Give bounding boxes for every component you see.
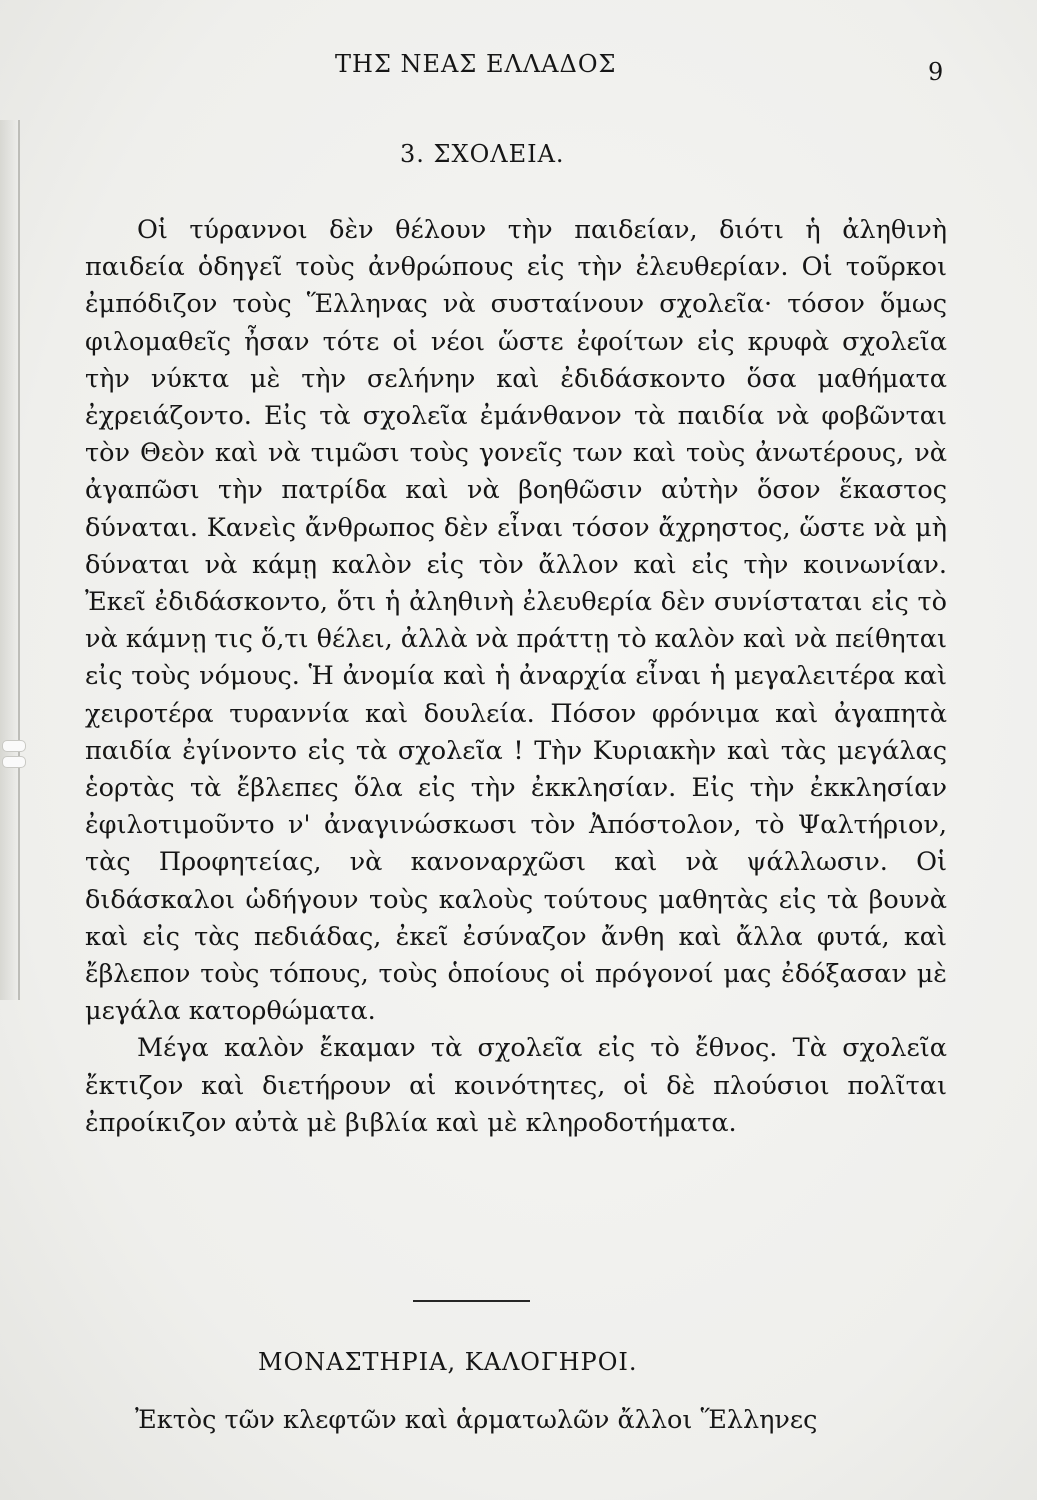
section-body [85,212,947,1142]
next-section-title: ΜΟΝΑΣΤΗΡΙΑ, ΚΑΛΟΓΗΡΟΙ. [258,1348,638,1376]
binding-edge [0,120,20,1000]
section-title: 3. ΣΧΟΛΕΙΑ. [400,140,565,168]
section-divider [413,1300,530,1302]
binding-stitch [2,756,26,768]
running-head: ΤΗΣ ΝΕΑΣ ΕΛΛΑΔΟΣ [335,50,617,78]
paragraph: Οἱ τύραννοι δὲν θέλουν τὴν παιδείαν, διότι ἡ ἀληθινὴ παιδεία ὁδηγεῖ τοὺς ἀνθρώπους εἰς τὴν ἐλευθερίαν. Οἱ τοῦρκοι ἐμπόδιζον τοὺς Ἕλληνας νὰ συσταίνουν σχολεῖα· τόσον ὅμως φιλομαθεῖς ἦσαν τότε οἱ νέοι ὥστε ἐφοίτων εἰς κρυφὰ σχολεῖα τὴν νύκτα μὲ τὴν σελήνην καὶ ἐδιδάσκοντο ὅσα μαθήματα ἐχρειάζοντο. Εἰς τὰ σχολεῖα ἐμάνθανον τὰ παιδία νὰ φοβῶνται τὸν Θεὸν καὶ νὰ τιμῶσι τοὺς γονεῖς των καὶ τοὺς ἀνωτέρους, νὰ ἀγαπῶσι τὴν πατρίδα καὶ νὰ βοηθῶσιν αὐτὴν ὅσον ἕκαστος δύναται. Κανεὶς ἄνθρωπος δὲν εἶναι τόσον ἄχρηστος, ὥστε νὰ μὴ δύναται νὰ κάμῃ καλὸν εἰς τὸν ἄλλον καὶ εἰς τὴν κοινωνίαν. Ἐκεῖ ἐδιδάσκοντο, ὅτι ἡ ἀληθινὴ ἐλευθερία δὲν συνίσταται εἰς τὸ νὰ κάμνῃ τις ὅ,τι θέλει, ἀλλὰ νὰ πράττῃ τὸ καλὸν καὶ νὰ πείθηται εἰς τοὺς νόμους. Ἡ ἀνομία καὶ ἡ ἀναρχία εἶναι ἡ μεγαλειτέρα καὶ χειροτέρα τυραννία καὶ δουλεία. Πόσον φρόνιμα καὶ ἀγαπητὰ παιδία ἐγίνοντο εἰς τὰ σχολεῖα ! Τὴν Κυριακὴν καὶ τὰς μεγάλας ἑορτὰς τὰ ἔβλεπες ὅλα εἰς τὴν ἐκκλησίαν. Εἰς τὴν ἐκκλησίαν ἐφιλοτιμοῦντο ν' ἀναγινώσκωσι τὸν Ἀπόστολον, τὸ Ψαλτήριον, τὰς Προφητείας, νὰ κανοναρχῶσι καὶ νὰ ψάλλωσιν. Οἱ διδάσκαλοι ὡδήγουν τοὺς καλοὺς τούτους μαθητὰς εἰς τὰ βουνὰ καὶ εἰς τὰς πεδιάδας, ἐκεῖ ἐσύναζον ἄνθη καὶ ἄλλα φυτά, καὶ ἔβλεπον τοὺς τόπους, τοὺς ὁποίους οἱ πρόγονοί μας ἐδόξασαν μὲ μεγάλα κατορθώματα. [85,215,947,1027]
page-number: 9 [928,58,944,86]
paragraph: Μέγα καλὸν ἔκαμαν τὰ σχολεῖα εἰς τὸ ἔθνος. Τὰ σχολεῖα ἔκτιζον καὶ διετήρουν αἱ κοινότητες, οἱ δὲ πλούσιοι πολῖται ἐπροίκιζον αὐτὰ μὲ βιβλία καὶ μὲ κληροδοτήματα. [85,1033,947,1138]
next-section-first-line: Ἐκτὸς τῶν κλεφτῶν καὶ ἁρματωλῶν ἄλλοι Ἕλληνες [135,1405,818,1435]
binding-stitch [2,740,26,752]
